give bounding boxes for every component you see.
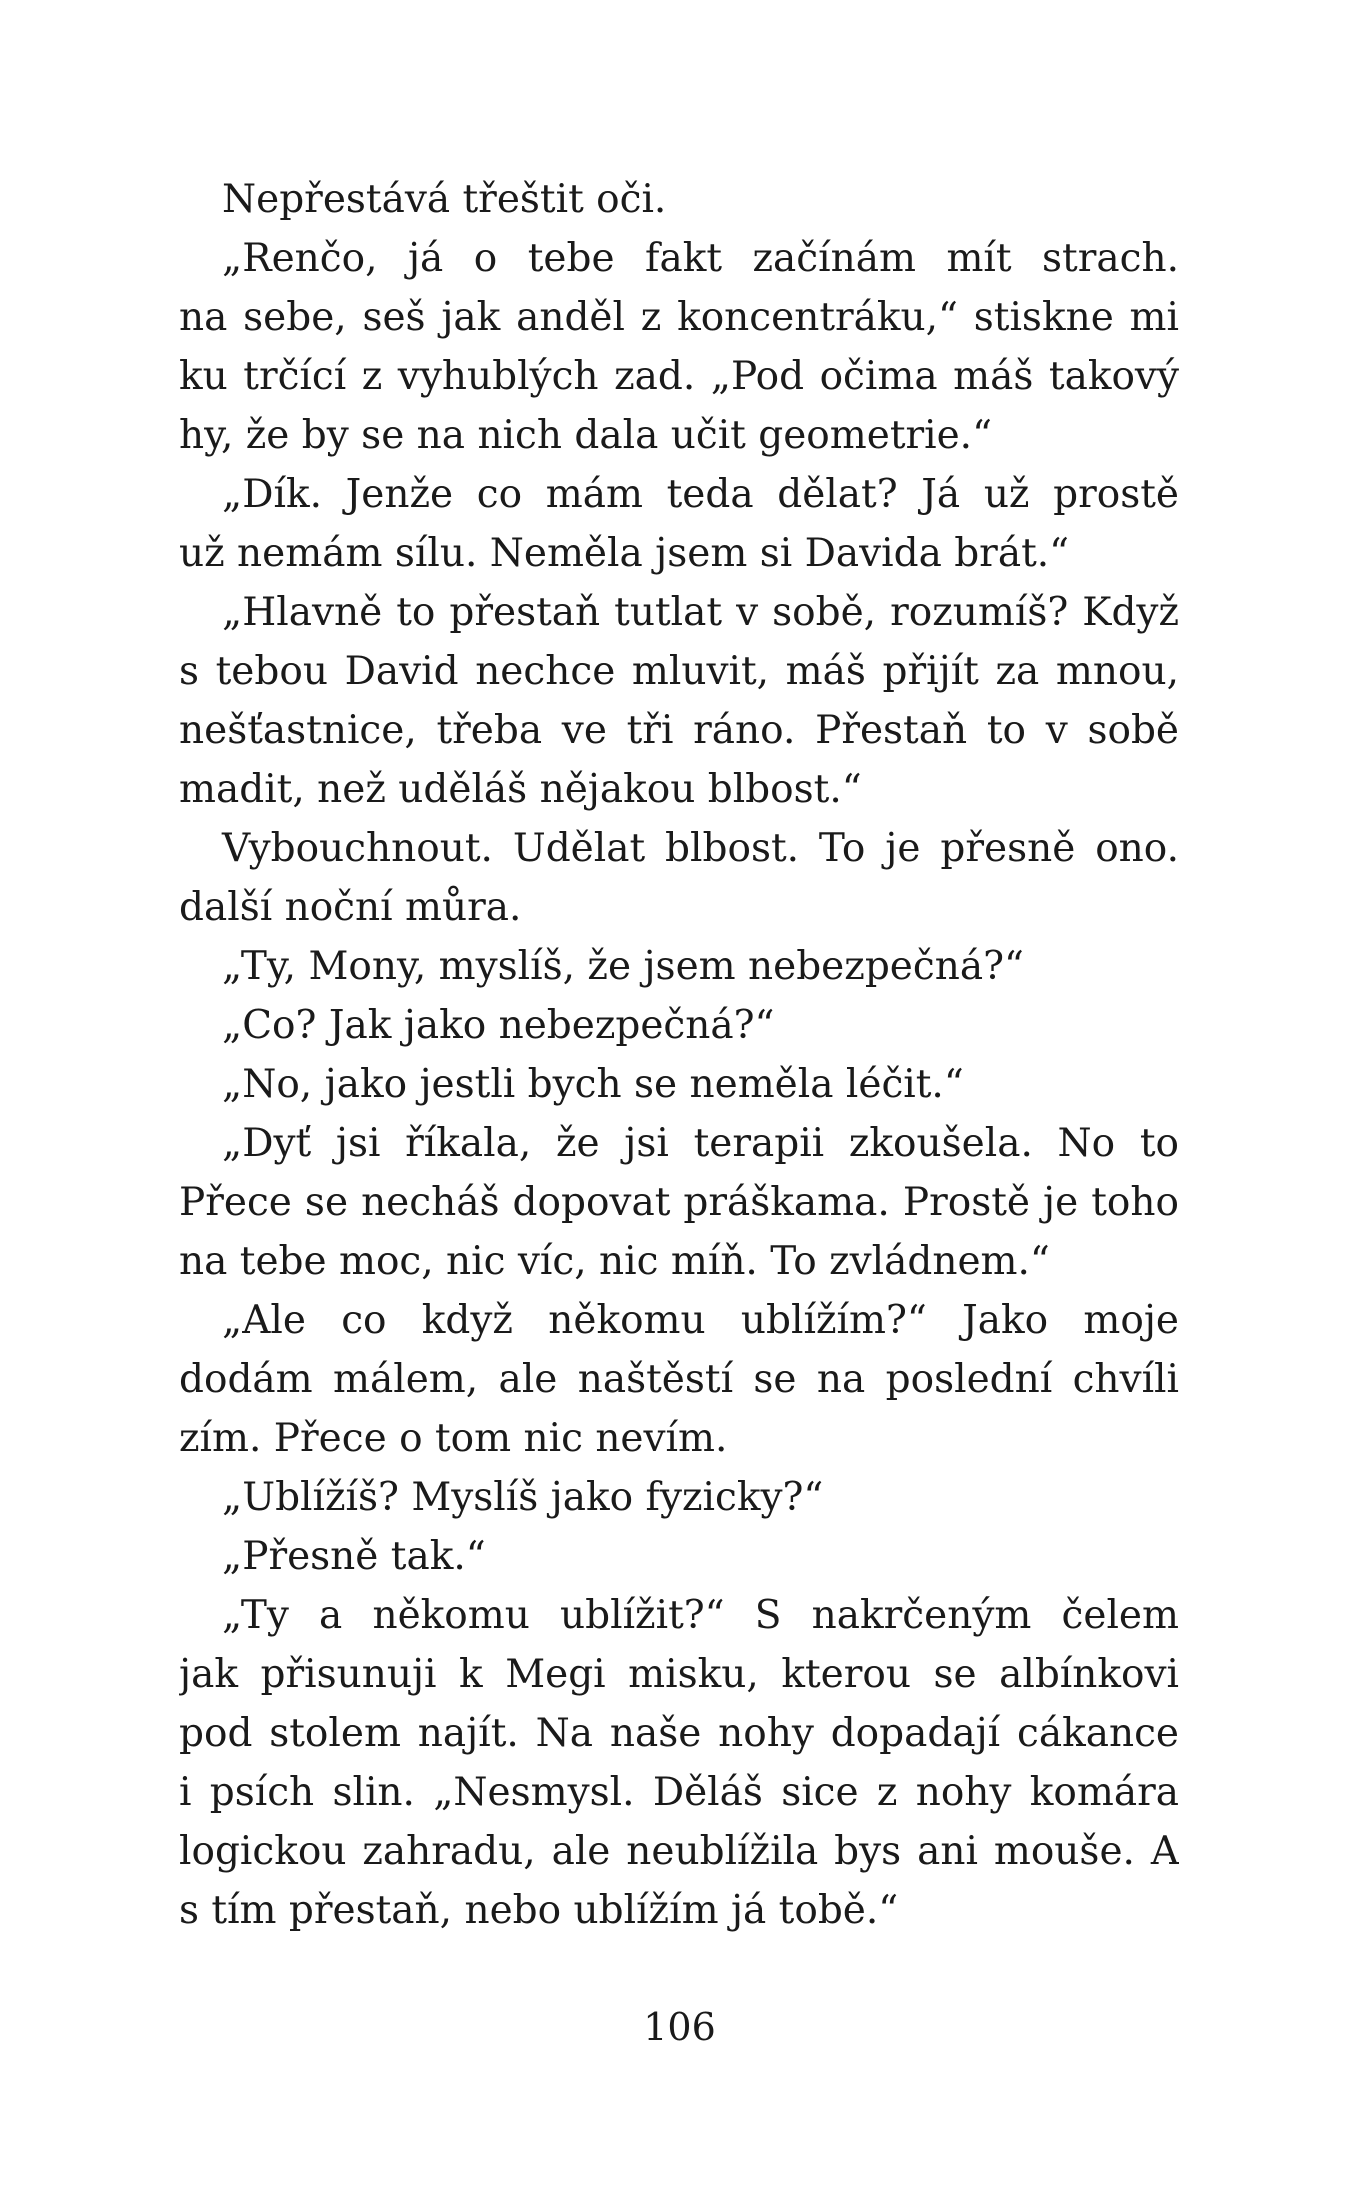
text-line: logickou zahradu, ale neublížila bys ani mouše. A [179,1829,1179,1874]
text-line: „Ale co když někomu ublížím?“ Jako moje [222,1298,1179,1343]
text-line: „Ty a někomu ublížit?“ S nakrčeným čelem [222,1593,1179,1638]
text-line: jak přisunuji k Megi misku, kterou se albínkovi [179,1652,1179,1697]
text-line: Nepřestává třeštit oči. [222,177,667,222]
text-line: „Ublížíš? Myslíš jako fyzicky?“ [222,1475,824,1520]
text-line: s tím přestaň, nebo ublížím já tobě.“ [179,1888,899,1933]
text-line: hy, že by se na nich dala učit geometrie.“ [179,413,993,458]
text-line: madit, než uděláš nějakou blbost.“ [179,767,862,812]
text-line: „Hlavně to přestaň tutlat v sobě, rozumíš? Když [222,590,1179,635]
text-line: s tebou David nechce mluvit, máš přijít za mnou, [179,649,1179,694]
text-line: dodám málem, ale naštěstí se na poslední chvíli [179,1357,1179,1402]
text-line: „Co? Jak jako nebezpečná?“ [222,1003,775,1048]
text-line: další noční můra. [179,885,522,930]
text-line: na sebe, seš jak anděl z koncentráku,“ stiskne mi [179,295,1179,340]
text-line: i psích slin. „Nesmysl. Děláš sice z nohy komára [179,1770,1179,1815]
body-text [179,170,1179,1940]
text-line: zím. Přece o tom nic nevím. [179,1416,728,1461]
text-line: na tebe moc, nic víc, nic míň. To zvládnem.“ [179,1239,1050,1284]
text-line: pod stolem najít. Na naše nohy dopadají cákance [179,1711,1179,1756]
text-line: „Přesně tak.“ [222,1534,486,1579]
text-line: Vybouchnout. Udělat blbost. To je přesně ono. [222,826,1179,871]
text-line: „Renčo, já o tebe fakt začínám mít strach. [222,236,1179,281]
text-line: nešťastnice, třeba ve tři ráno. Přestaň to v sobě [179,708,1179,753]
text-line: „Dyť jsi říkala, že jsi terapii zkoušela. No to [222,1121,1179,1166]
text-line: „No, jako jestli bych se neměla léčit.“ [222,1062,964,1107]
text-line: ku trčící z vyhublých zad. „Pod očima máš takový [179,354,1179,399]
text-line: „Dík. Jenže co mám teda dělat? Já už prostě [222,472,1179,517]
page-number: 106 [643,2005,716,2049]
text-line: „Ty, Mony, myslíš, že jsem nebezpečná?“ [222,944,1024,989]
text-line: Přece se necháš dopovat práškama. Prostě je toho [179,1180,1179,1225]
text-line: už nemám sílu. Neměla jsem si Davida brát.“ [179,531,1070,576]
